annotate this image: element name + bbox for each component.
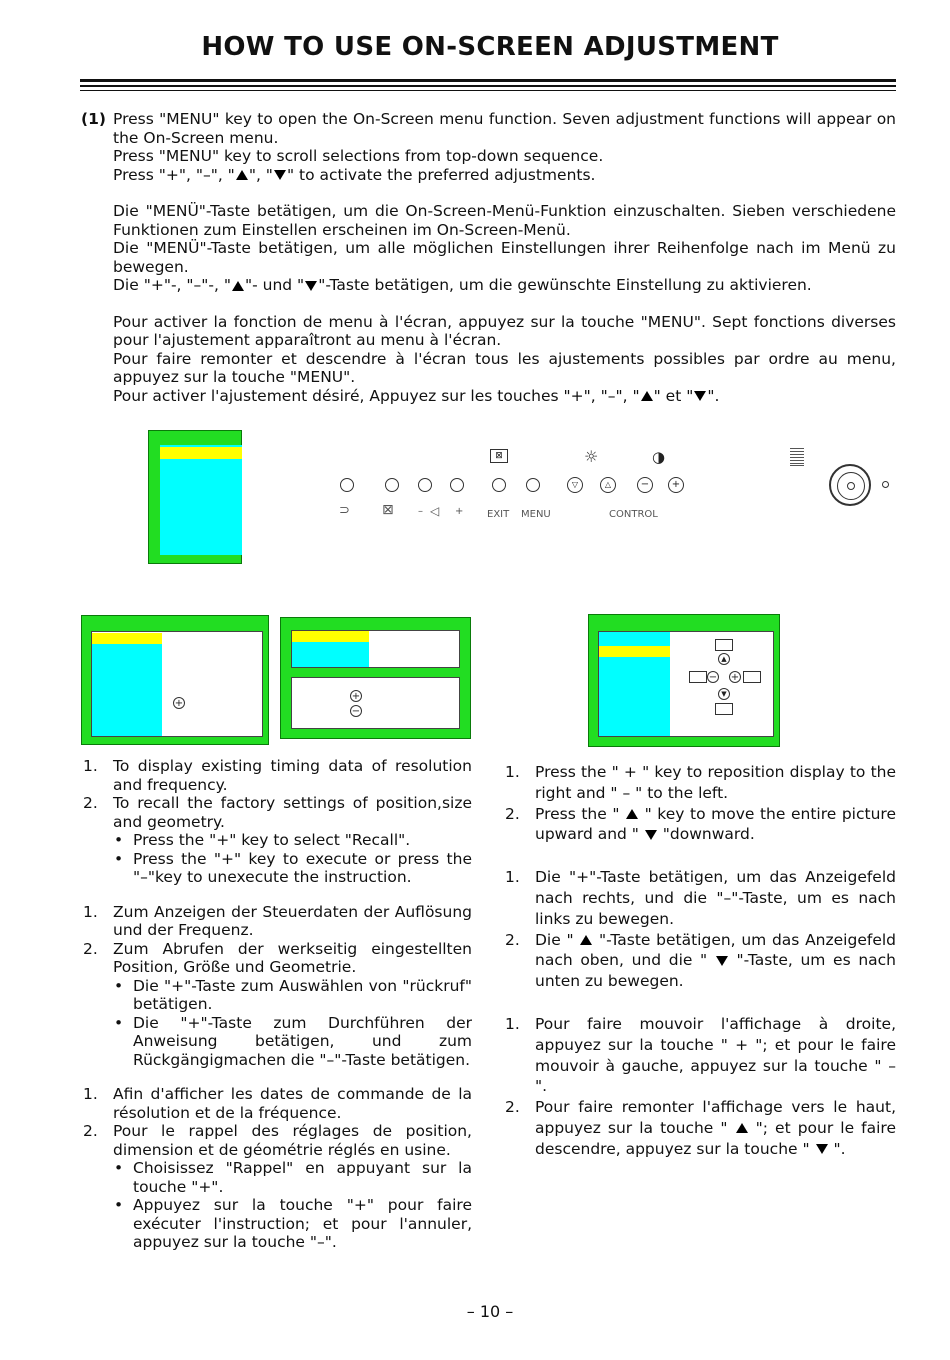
minus-key-button[interactable]: − <box>637 477 653 493</box>
list-item: 2. To recall the factory settings of position,size and geometry. <box>83 794 472 831</box>
down-arrow-icon <box>694 391 706 401</box>
osd-position-menu <box>588 614 780 747</box>
bullet-item: • Die "+"-Taste zum Auswählen von "rückruf" betätigen. <box>114 976 472 1013</box>
intro-en-p1: Press "MENU" key to open the On-Screen menu function. Seven adjustment functions will appear on the On-Screen menu. <box>113 110 896 147</box>
title-rule-bottom <box>80 90 896 91</box>
down-key-button[interactable]: ▽ <box>567 477 583 493</box>
down-arrow-icon <box>305 281 317 291</box>
intro-de-p1: Die "MENÜ"-Taste betätigen, um die On-Screen-Menü-Funktion einzuschalten. Sieben verschiedene Funktionen zum Einstellen erscheinen im On-Screen-Menü. <box>113 202 896 239</box>
plus-symbol-icon: + <box>174 698 184 709</box>
list-item: 2. Zum Abrufen der werkseitig eingestellten Position, Größe und Geometrie. <box>83 939 472 976</box>
menu-selected-item <box>92 633 162 644</box>
up-arrow-icon <box>626 809 638 819</box>
up-arrow-icon <box>641 391 653 401</box>
list-item: 2. Die " "-Taste betätigen, um das Anzeigefeld nach oben, und die " "-Taste, um es nach unten zu bewegen. <box>505 930 896 991</box>
up-arrow-icon <box>580 935 592 945</box>
menu-item-list <box>92 633 162 736</box>
osd-main-menu <box>148 430 242 564</box>
menu-selected-item <box>599 646 670 657</box>
osd-recall-menu <box>280 617 471 739</box>
right-column-text <box>503 762 896 1160</box>
screen-left-icon <box>689 671 707 683</box>
mute-button[interactable] <box>385 478 399 492</box>
bullet-item: • Appuyez sur la touche "+" pour faire exécuter l'instruction; et pour l'annuler, appuyez sur la touche "–". <box>114 1196 472 1251</box>
menu-button[interactable] <box>526 478 540 492</box>
list-item: 1. Afin d'afficher les dates de commande de la résolution et de la fréquence. <box>83 1085 472 1122</box>
intro-en-p3: Press "+", "–", " ", " " to activate the preferred adjustments. <box>113 165 596 184</box>
up-arrow-icon: ▲ <box>718 653 730 665</box>
intro-en-p2: Press "MENU" key to scroll selections from top-down sequence. <box>113 147 604 165</box>
menu-lines-icon <box>790 448 804 466</box>
exit-label: EXIT <box>487 509 510 520</box>
volume-minus-label: – <box>418 506 423 517</box>
power-symbol-icon: ⊃ <box>339 503 350 518</box>
screen-right-icon <box>743 671 761 683</box>
contrast-icon: ◑ <box>652 448 666 466</box>
menu-label: MENU <box>521 509 551 520</box>
down-arrow-icon <box>716 956 728 966</box>
degauss-icon: ⊠ <box>490 449 508 463</box>
up-arrow-icon <box>736 1123 748 1133</box>
control-label: CONTROL <box>609 509 658 520</box>
up-key-button[interactable]: △ <box>600 477 616 493</box>
list-item: 1. Zum Anzeigen der Steuerdaten der Auflösung und der Frequenz. <box>83 902 472 939</box>
brightness-icon: ☼ <box>584 447 599 466</box>
intro-text <box>113 110 896 405</box>
intro-fr-p1: Pour activer la fonction de menu à l'écran, appuyez sur la touche "MENU". Sept fonctions diverses pour l'ajustement apparaîtront au menu à l'écran. <box>113 312 896 349</box>
plus-key-button[interactable]: + <box>668 477 684 493</box>
down-arrow-icon <box>816 1144 828 1154</box>
mute-speaker-icon: ⊠ <box>382 502 394 518</box>
up-arrow-icon <box>236 170 248 180</box>
screen-top-icon <box>715 639 733 651</box>
list-item: 1. Pour faire mouvoir l'affichage à droite, appuyez sur la touche " + "; et pour le faire mouvoir à gauche, appuyez sur la touche " – ". <box>505 1014 896 1096</box>
list-item: 2. Press the " " key to move the entire picture upward and " "downward. <box>505 804 896 844</box>
volume-up-button[interactable] <box>450 478 464 492</box>
osd-timing-menu <box>81 615 269 745</box>
bullet-item: • Choisissez "Rappel" en appuyant sur la touche "+". <box>114 1159 472 1196</box>
speaker-icon: ◁ <box>430 504 440 518</box>
power-switch-knob[interactable] <box>829 464 871 506</box>
screen-bottom-icon <box>715 703 733 715</box>
menu-item-list <box>160 445 242 555</box>
down-arrow-icon: ▼ <box>718 688 730 700</box>
menu-selected-item <box>160 447 242 459</box>
minus-symbol-icon: − <box>351 706 361 717</box>
page-title: HOW TO USE ON-SCREEN ADJUSTMENT <box>201 32 779 62</box>
title-rule-top <box>80 79 896 82</box>
page-number: – 10 – <box>466 1302 514 1321</box>
intro-de-p3: Die "+"-, "–"-, " "- und " "-Taste betätigen, um die gewünschte Einstellung zu aktivieren. <box>113 276 812 294</box>
list-item: 1. To display existing timing data of resolution and frequency. <box>83 757 472 794</box>
list-item: 1. Die "+"-Taste betätigen, um das Anzeigefeld nach rechts, und die "–"-Taste, um es nach links zu bewegen. <box>505 868 896 928</box>
up-arrow-icon <box>232 281 244 291</box>
intro-de-p2: Die "MENÜ"-Taste betätigen, um alle möglichen Einstellungen ihrer Reihenfolge nach im Menü zu bewegen. <box>113 239 896 276</box>
volume-plus-label: + <box>455 506 464 517</box>
list-item: 2. Pour le rappel des réglages de position, dimension et de géométrie réglés en usine. <box>83 1122 472 1159</box>
plus-symbol-icon: + <box>351 691 361 702</box>
left-column-text <box>81 757 472 1252</box>
power-led-icon <box>882 481 889 488</box>
bullet-item: • Press the "+" key to execute or press the "–"key to unexecute the instruction. <box>114 849 472 886</box>
monitor-control-panel <box>330 440 910 530</box>
down-arrow-icon <box>274 170 286 180</box>
intro-fr-p2: Pour faire remonter et descendre à l'écran tous les ajustements possibles par ordre au menu, appuyez sur la touche "MENU". <box>113 349 896 386</box>
title-rule-middle <box>80 85 896 87</box>
power-button[interactable] <box>340 478 354 492</box>
menu-selected-item <box>292 631 369 642</box>
bullet-item: • Press the "+" key to select "Recall". <box>114 831 411 849</box>
volume-down-button[interactable] <box>418 478 432 492</box>
intro-fr-p3: Pour activer l'ajustement désiré, Appuyez sur les touches "+", "–", " " et " ". <box>113 386 720 405</box>
list-item: 2. Pour faire remonter l'affichage vers le haut, appuyez sur la touche " "; et pour le faire descendre, appuyez sur la touche " ". <box>505 1098 896 1158</box>
minus-symbol-icon: − <box>708 672 718 683</box>
list-item: 1. Press the " + " key to reposition display to the right and " – " to the left. <box>505 763 896 802</box>
exit-button[interactable] <box>492 478 506 492</box>
bullet-item: • Die "+"-Taste zum Durchführen der Anweisung betätigen, und zum Rückgängigmachen die "–"-Taste betätigen. <box>114 1013 472 1069</box>
down-arrow-icon <box>645 830 657 840</box>
step-number: (1) <box>81 110 106 128</box>
plus-symbol-icon: + <box>730 672 740 683</box>
